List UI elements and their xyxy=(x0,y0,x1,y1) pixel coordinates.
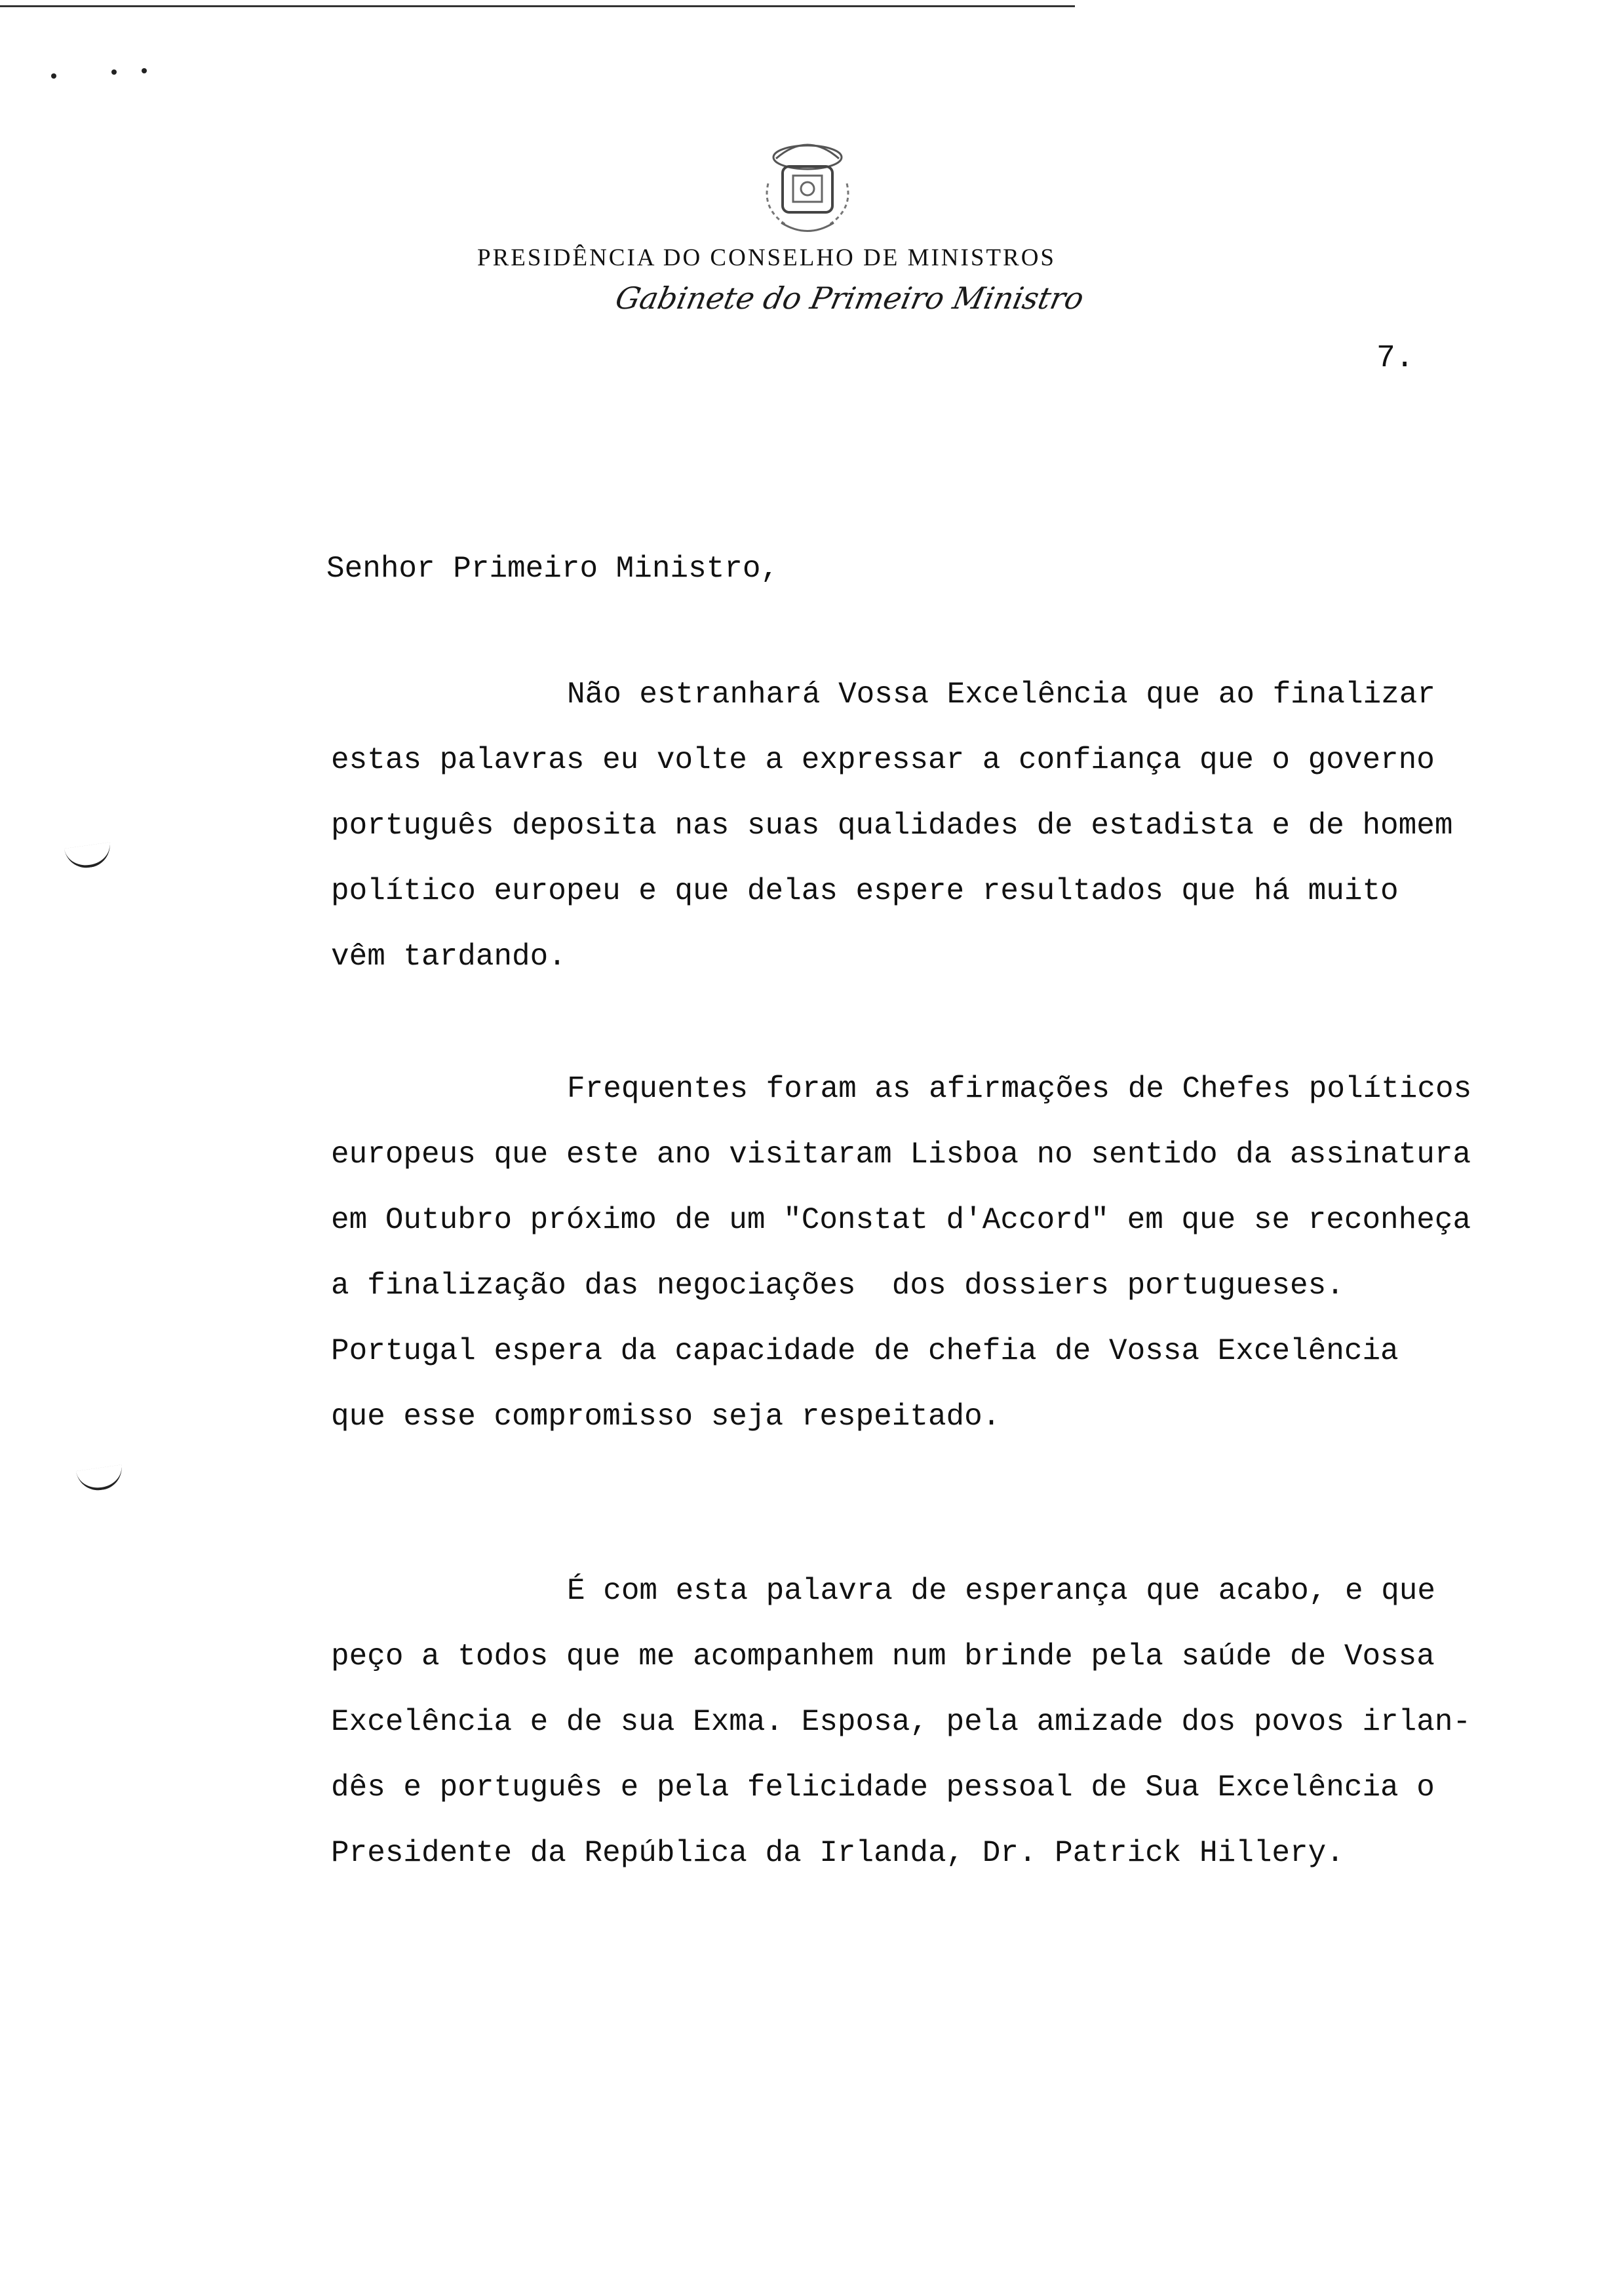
margin-check-mark xyxy=(76,1464,125,1493)
government-seal-icon xyxy=(742,111,873,242)
paragraph-line: europeus que este ano visitaram Lisboa no sentido da assinatura xyxy=(331,1138,1471,1172)
salutation: Senhor Primeiro Ministro, xyxy=(326,552,779,586)
paragraph-line: É com esta palavra de esperança que acabo, e que xyxy=(567,1574,1436,1608)
paragraph-line: em Outubro próximo de um "Constat d'Accord" em que se reconheça xyxy=(331,1203,1471,1237)
paragraph-line: Não estranhará Vossa Excelência que ao finalizar xyxy=(567,678,1436,712)
scan-speck xyxy=(142,68,147,73)
paragraph-line: a finalização das negociações dos dossiers portugueses. xyxy=(331,1269,1344,1303)
paragraph-line: estas palavras eu volte a expressar a confiança que o governo xyxy=(331,743,1435,777)
scan-speck xyxy=(51,73,56,79)
letterhead xyxy=(0,111,1615,242)
body-paragraph xyxy=(331,662,1576,989)
paragraph-line: vêm tardando. xyxy=(331,940,566,974)
paragraph-line: Portugal espera da capacidade de chefia de Vossa Excelência xyxy=(331,1334,1399,1368)
paragraph-line: político europeu e que delas espere resultados que há muito xyxy=(331,874,1399,908)
paragraph-line: Excelência e de sua Exma. Esposa, pela amizade dos povos irlan- xyxy=(331,1705,1471,1739)
page-number: 7. xyxy=(1376,341,1414,376)
scan-speck xyxy=(111,69,117,75)
paragraph-line: português deposita nas suas qualidades de estadista e de homem xyxy=(331,809,1453,843)
organization-name: PRESIDÊNCIA DO CONSELHO DE MINISTROS xyxy=(477,244,1056,271)
top-rule xyxy=(0,5,1075,7)
paragraph-line: que esse compromisso seja respeitado. xyxy=(331,1400,1001,1434)
body-paragraph xyxy=(331,1056,1576,1449)
paragraph-line: Presidente da República da Irlanda, Dr. Patrick Hillery. xyxy=(331,1836,1344,1870)
paragraph-line: peço a todos que me acompanhem num brinde pela saúde de Vossa xyxy=(331,1639,1435,1674)
body-paragraph xyxy=(331,1558,1576,1886)
office-name-handwritten: Gabinete do Primeiro Ministro xyxy=(612,280,1087,316)
paragraph-line: dês e português e pela felicidade pessoal de Sua Excelência o xyxy=(331,1770,1435,1805)
paragraph-line: Frequentes foram as afirmações de Chefes políticos xyxy=(567,1072,1472,1106)
margin-check-mark xyxy=(64,842,113,870)
